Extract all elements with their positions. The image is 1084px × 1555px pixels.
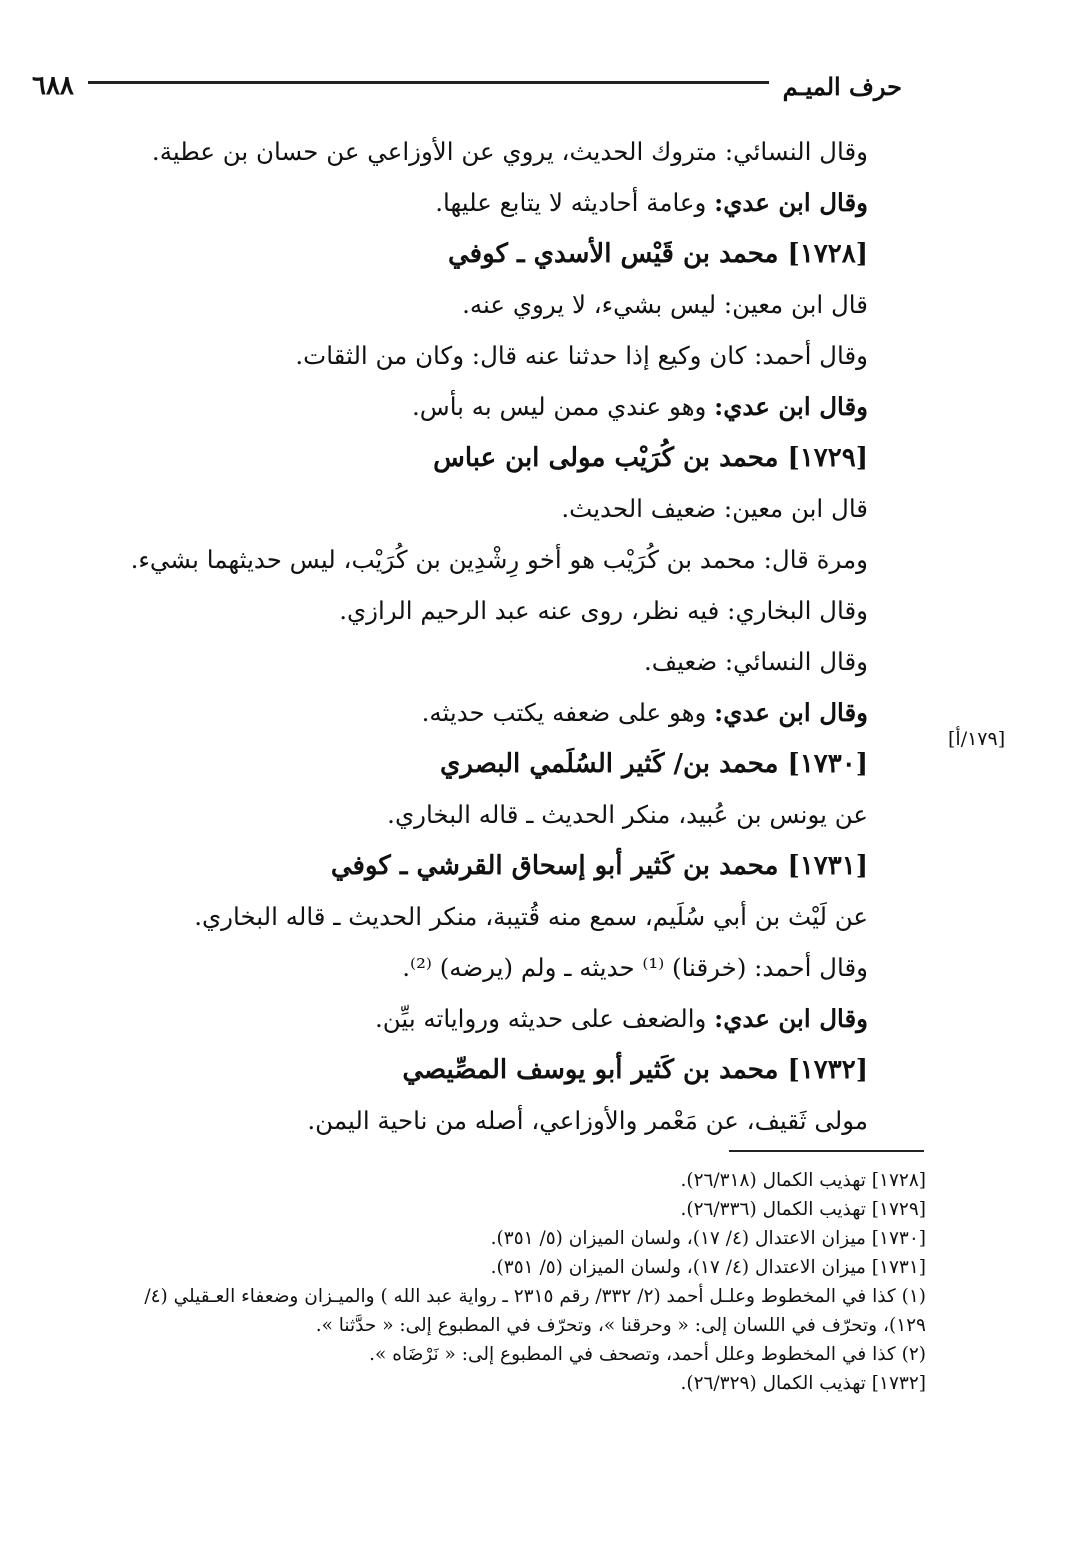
- margin-folio-reference: [١٧٩/أ]: [948, 728, 1006, 750]
- text-line: [38, 483, 868, 534]
- text-line: [38, 891, 868, 942]
- footnote-line: (١) كذا في المخطوط وعلـل أحمد (٢/ ٣٣٢/ رقم ٢٣١٥ ـ رواية عبد الله ) والميـزان وضعفاء العـقيلي (٤/: [144, 1286, 926, 1307]
- text-line: [38, 177, 868, 228]
- line-text: قال ابن معين: ضعيف الحديث.: [561, 494, 868, 523]
- text-line: [38, 687, 868, 738]
- main-text: [38, 126, 868, 1146]
- entry-heading: [38, 1044, 868, 1095]
- quote-lead: وقال ابن عدي:: [714, 1004, 868, 1033]
- footnote-line: [١٧٣٢] تهذيب الكمال (٢٦/٣٢٩).: [680, 1373, 926, 1394]
- text-line: [38, 381, 868, 432]
- line-text: قال ابن معين: ليس بشيء، لا يروي عنه.: [462, 290, 868, 319]
- footnote-line: (٢) كذا في المخطوط وعلل أحمد، وتصحف في المطبوع إلى: « نَرْضَاه ».: [369, 1344, 926, 1365]
- entry-heading-text: [١٧٣١] محمد بن كَثير أبو إسحاق القرشي ـ كوفي: [330, 851, 868, 881]
- footnotes: [46, 1166, 926, 1398]
- line-text: وقال أحمد: (خرقنا) ⁽¹⁾ حديثه ـ ولم (يرضه) ⁽²⁾.: [402, 953, 868, 982]
- footnote-line: [١٧٣١] ميزان الاعتدال (٤/ ١٧)، ولسان الميزان (٥/ ٣٥١).: [490, 1257, 926, 1278]
- line-text: والضعف على حديثه ورواياته بيِّن.: [374, 1004, 715, 1033]
- header-rule: [88, 81, 769, 84]
- text-line: [38, 636, 868, 687]
- text-line: [38, 789, 868, 840]
- line-text: عن لَيْث بن أبي سُلَيم، سمع منه قُتيبة، منكر الحديث ـ قاله البخاري.: [194, 902, 868, 931]
- line-text: وهو على ضعفه يكتب حديثه.: [421, 698, 715, 727]
- entry-heading-text: [١٧٣٠] محمد بن/ كَثير السُلَمي البصري: [440, 749, 868, 779]
- line-text: ومرة قال: محمد بن كُرَيْب هو أخو رِشْدِين بن كُرَيْب، ليس حديثهما بشيء.: [130, 545, 868, 574]
- text-line: [38, 1095, 868, 1146]
- line-text: وقال النسائي: ضعيف.: [643, 647, 868, 676]
- line-text: وعامة أحاديثه لا يتابع عليها.: [435, 188, 715, 217]
- entry-heading-text: [١٧٣٢] محمد بن كَثير أبو يوسف المصِّيصي: [402, 1055, 868, 1085]
- entry-heading-text: [١٧٢٩] محمد بن كُرَيْب مولى ابن عباس: [433, 443, 868, 473]
- text-line: [38, 585, 868, 636]
- text-line: [38, 279, 868, 330]
- footnote-separator: [729, 1150, 924, 1152]
- page-header: [32, 66, 902, 106]
- footnote-line: [١٧٢٨] تهذيب الكمال (٢٦/٣١٨).: [680, 1170, 926, 1191]
- chapter-title: حرف الميـم: [782, 71, 902, 101]
- text-line: [38, 942, 868, 993]
- entry-heading: [38, 738, 868, 789]
- entry-heading: [38, 228, 868, 279]
- page-number: ٦٨٨: [32, 71, 74, 101]
- line-text: وقال أحمد: كان وكيع إذا حدثنا عنه قال: وكان من الثقات.: [295, 341, 868, 370]
- quote-lead: وقال ابن عدي:: [714, 698, 868, 727]
- footnote-line: [١٧٢٩] تهذيب الكمال (٢٦/٣٣٦).: [680, 1199, 926, 1220]
- footnote-line: ١٢٩)، وتحرّف في اللسان إلى: « وحرقنا »، وتحرّف في المطبوع إلى: « حدَّثنا ».: [315, 1315, 926, 1336]
- text-line: [38, 126, 868, 177]
- line-text: وقال البخاري: فيه نظر، روى عنه عبد الرحيم الرازي.: [339, 596, 868, 625]
- text-line: [38, 993, 868, 1044]
- entry-heading: [38, 432, 868, 483]
- text-line: [38, 534, 868, 585]
- quote-lead: وقال ابن عدي:: [714, 392, 868, 421]
- footnote-line: [١٧٣٠] ميزان الاعتدال (٤/ ١٧)، ولسان الميزان (٥/ ٣٥١).: [490, 1228, 926, 1249]
- line-text: وقال النسائي: متروك الحديث، يروي عن الأوزاعي عن حسان بن عطية.: [151, 137, 868, 166]
- line-text: مولى ثَقيف، عن مَعْمر والأوزاعي، أصله من ناحية اليمن.: [307, 1106, 868, 1135]
- entry-heading: [38, 840, 868, 891]
- line-text: وهو عندي ممن ليس به بأس.: [412, 392, 715, 421]
- quote-lead: وقال ابن عدي:: [714, 188, 868, 217]
- text-line: [38, 330, 868, 381]
- line-text: عن يونس بن عُبيد، منكر الحديث ـ قاله البخاري.: [387, 800, 868, 829]
- entry-heading-text: [١٧٢٨] محمد بن قَيْس الأسدي ـ كوفي: [448, 239, 868, 269]
